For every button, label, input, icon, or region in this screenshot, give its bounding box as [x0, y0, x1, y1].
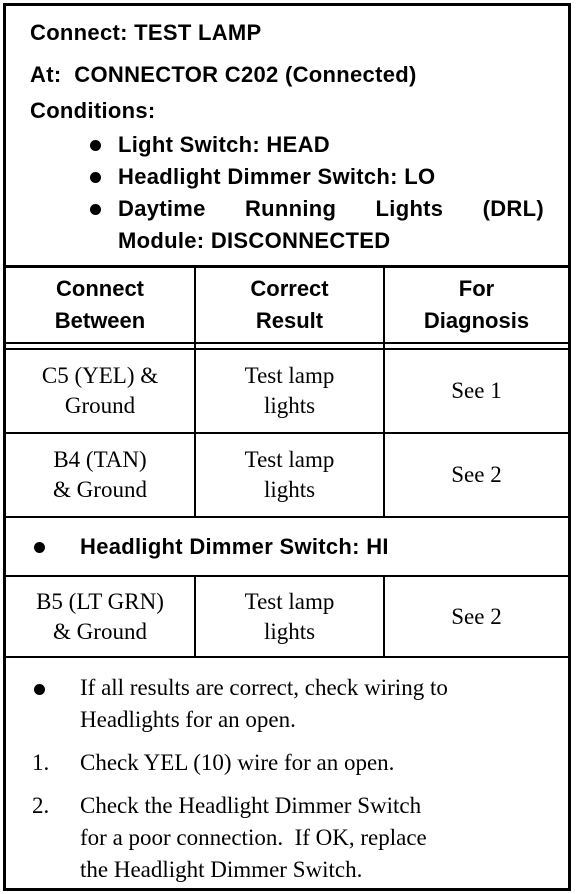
column-header-line: For: [458, 276, 495, 301]
divider: [6, 656, 568, 658]
test-setup-header: [6, 6, 568, 266]
column-header-for-diagnosis: [385, 268, 568, 342]
table-row-3-between: [6, 577, 194, 656]
connect-label: Connect:: [30, 20, 128, 45]
note-2-line3: the Headlight Dimmer Switch.: [80, 857, 363, 882]
bullet-icon: [90, 204, 101, 215]
condition-light-switch: Light Switch: HEAD: [118, 132, 330, 157]
note-2-line1: Check the Headlight Dimmer Switch: [80, 793, 422, 818]
cell-line: lights: [263, 477, 316, 502]
table-row-2-result: [196, 434, 383, 516]
condition-drl-line2: Module: DISCONNECTED: [118, 228, 391, 253]
table-row-1-result: [196, 350, 383, 432]
condition-dimmer-hi: Headlight Dimmer Switch: HI: [80, 534, 389, 559]
column-header-line: Between: [54, 308, 146, 333]
note-bullet-line1: If all results are correct, check wiring to: [80, 675, 448, 700]
table-row-2-diagnosis: [385, 434, 568, 516]
cell-line: & Ground: [53, 477, 147, 502]
cell-line: See 2: [451, 462, 502, 487]
cell-line: See 2: [451, 603, 502, 629]
cell-line: C5 (YEL) &: [41, 363, 159, 388]
cell-line: B4 (TAN): [53, 447, 147, 472]
cell-line: Test lamp: [244, 588, 335, 614]
note-2-line2: for a poor connection. If OK, replace: [80, 825, 427, 850]
bullet-icon: [34, 542, 45, 553]
bullet-icon: [34, 684, 45, 695]
table-row-3-diagnosis: [385, 577, 568, 656]
at-label: At:: [30, 62, 62, 87]
conditions-label: Conditions:: [30, 98, 156, 123]
table-row-1-between: [6, 350, 194, 432]
bullet-icon: [90, 172, 101, 183]
cell-line: lights: [263, 393, 316, 418]
note-1-text: Check YEL (10) wire for an open.: [80, 750, 395, 775]
note-bullet-line2: Headlights for an open.: [80, 707, 296, 732]
table-row-3-result: [196, 577, 383, 656]
cell-line: B5 (LT GRN): [36, 588, 164, 614]
divider: [6, 342, 568, 344]
column-header-line: Connect: [56, 276, 144, 301]
cell-line: See 1: [451, 378, 502, 403]
column-header-line: Correct: [250, 276, 329, 301]
table-row-2-between: [6, 434, 194, 516]
connect-value: TEST LAMP: [134, 20, 262, 45]
cell-line: Test lamp: [244, 447, 335, 472]
connect-line: [30, 20, 262, 46]
cell-line: Test lamp: [244, 363, 335, 388]
cell-line: lights: [263, 618, 316, 644]
condition-dimmer-switch: Headlight Dimmer Switch: LO: [118, 164, 436, 189]
note-2-number: 2.: [32, 793, 50, 818]
bullet-icon: [90, 140, 101, 151]
column-header-connect-between: [6, 268, 194, 342]
diagnostic-chart: [3, 3, 571, 891]
at-value: CONNECTOR C202 (Connected): [74, 62, 417, 87]
note-1-number: 1.: [32, 750, 50, 775]
cell-line: Ground: [64, 393, 136, 418]
condition-drl-line1: Daytime Running Lights (DRL): [118, 196, 544, 221]
table-row-1-diagnosis: [385, 350, 568, 432]
column-header-correct-result: [196, 268, 383, 342]
column-header-line: Diagnosis: [423, 308, 530, 333]
column-header-line: Result: [255, 308, 324, 333]
cell-line: & Ground: [53, 618, 147, 644]
at-line: [30, 62, 417, 88]
divider: [6, 516, 568, 518]
